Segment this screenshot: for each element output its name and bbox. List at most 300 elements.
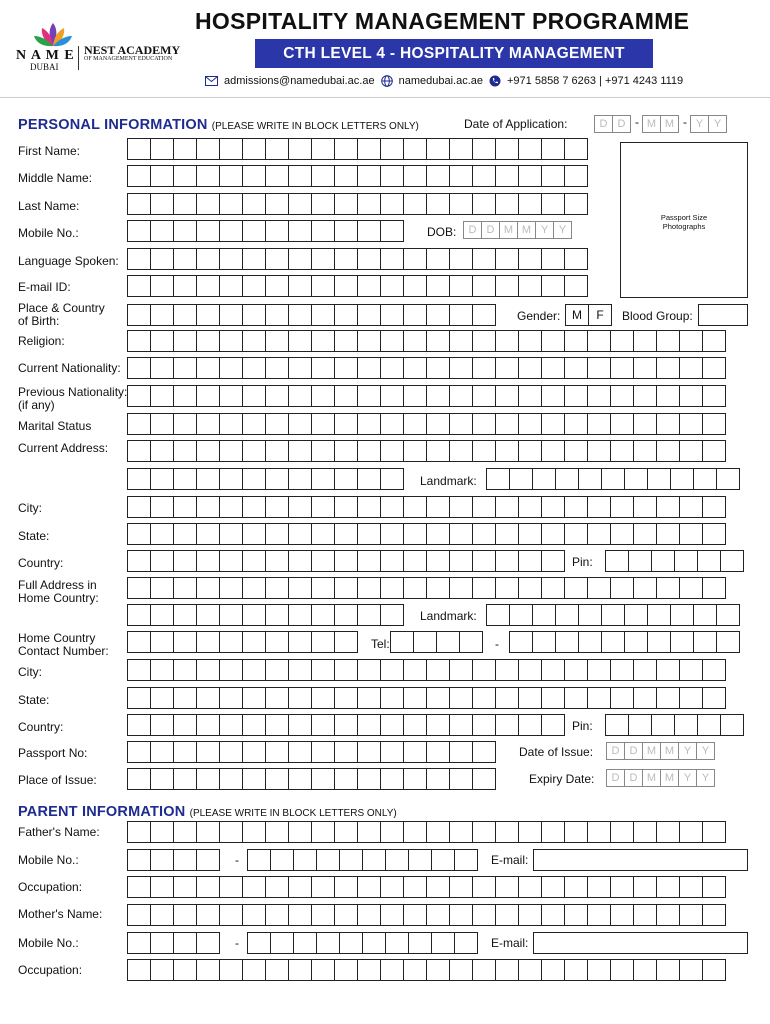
letter-cell[interactable] [173,248,197,270]
letter-cell[interactable] [564,440,588,462]
letter-cell[interactable] [564,275,588,297]
letter-cell[interactable] [472,659,496,681]
letter-cell[interactable] [288,876,312,898]
letter-cell[interactable] [219,193,243,215]
letter-cell[interactable] [403,138,427,160]
letter-cell[interactable] [403,496,427,518]
letter-cell[interactable] [449,904,473,926]
letter-cell[interactable] [380,959,404,981]
letter-cell[interactable] [219,741,243,763]
letter-cell[interactable] [196,330,220,352]
letter-cell[interactable] [219,821,243,843]
previous-nationality-cells[interactable] [127,385,726,407]
letter-cell[interactable] [578,468,602,490]
letter-cell[interactable] [426,714,450,736]
letter-cell[interactable] [472,193,496,215]
letter-cell[interactable] [357,440,381,462]
letter-cell[interactable] [624,468,648,490]
letter-cell[interactable] [242,821,266,843]
letter-cell[interactable] [242,165,266,187]
letter-cell[interactable] [656,496,680,518]
letter-cell[interactable] [127,304,151,326]
letter-cell[interactable] [403,165,427,187]
contact-website[interactable]: namedubai.ac.ae [398,75,483,87]
letter-cell[interactable] [610,959,634,981]
letter-cell[interactable] [127,876,151,898]
letter-cell[interactable] [127,496,151,518]
letter-cell[interactable] [403,413,427,435]
letter-cell[interactable] [288,741,312,763]
letter-cell[interactable] [150,304,174,326]
letter-cell[interactable] [265,631,289,653]
letter-cell[interactable] [679,357,703,379]
letter-cell[interactable] [242,304,266,326]
letter-cell[interactable] [150,904,174,926]
letter-cell[interactable] [403,821,427,843]
letter-cell[interactable] [647,604,671,626]
letter-cell[interactable] [311,714,335,736]
letter-cell[interactable] [564,577,588,599]
letter-cell[interactable] [311,604,335,626]
home-address-cells-1[interactable] [127,577,726,599]
letter-cell[interactable] [357,959,381,981]
letter-cell[interactable] [150,577,174,599]
letter-cell[interactable] [150,523,174,545]
last-name-cells[interactable] [127,193,588,215]
letter-cell[interactable] [242,357,266,379]
letter-cell[interactable] [265,275,289,297]
mother-mobile-cells[interactable] [247,932,478,954]
letter-cell[interactable] [219,496,243,518]
letter-cell[interactable] [127,687,151,709]
letter-cell[interactable] [564,138,588,160]
letter-cell[interactable] [518,357,542,379]
letter-cell[interactable] [449,304,473,326]
letter-cell[interactable] [426,577,450,599]
letter-cell[interactable] [357,523,381,545]
letter-cell[interactable] [357,904,381,926]
letter-cell[interactable] [311,659,335,681]
letter-cell[interactable] [449,659,473,681]
letter-cell[interactable] [150,468,174,490]
mother-occupation-cells[interactable] [127,959,726,981]
state2-cells[interactable] [127,687,726,709]
letter-cell[interactable] [265,193,289,215]
landmark-cells[interactable] [486,468,740,490]
letter-cell[interactable] [311,413,335,435]
letter-cell[interactable] [380,385,404,407]
letter-cell[interactable] [357,876,381,898]
letter-cell[interactable] [334,659,358,681]
letter-cell[interactable] [426,165,450,187]
tel-area-cells[interactable] [390,631,483,653]
letter-cell[interactable] [380,304,404,326]
letter-cell[interactable] [288,165,312,187]
letter-cell[interactable] [219,577,243,599]
letter-cell[interactable] [702,876,726,898]
letter-cell[interactable] [564,357,588,379]
letter-cell[interactable] [472,248,496,270]
letter-cell[interactable] [656,821,680,843]
letter-cell[interactable] [127,468,151,490]
letter-cell[interactable] [587,687,611,709]
letter-cell[interactable] [357,357,381,379]
letter-cell[interactable] [242,193,266,215]
letter-cell[interactable] [173,330,197,352]
letter-cell[interactable] [702,523,726,545]
letter-cell[interactable] [564,413,588,435]
letter-cell[interactable] [173,496,197,518]
letter-cell[interactable] [633,385,657,407]
letter-cell[interactable] [150,165,174,187]
letter-cell[interactable] [601,468,625,490]
date-of-application-field[interactable]: D D - M M - Y Y [594,115,727,133]
letter-cell[interactable] [541,523,565,545]
letter-cell[interactable] [693,631,717,653]
letter-cell[interactable] [173,138,197,160]
letter-cell[interactable] [426,876,450,898]
place-of-issue-cells[interactable] [127,768,496,790]
letter-cell[interactable] [265,468,289,490]
letter-cell[interactable] [509,468,533,490]
letter-cell[interactable] [150,821,174,843]
letter-cell[interactable] [242,496,266,518]
current-nationality-cells[interactable] [127,357,726,379]
letter-cell[interactable] [196,304,220,326]
home-address-cells-2[interactable] [127,604,404,626]
country-cells[interactable] [127,550,565,572]
letter-cell[interactable] [127,330,151,352]
letter-cell[interactable] [311,138,335,160]
letter-cell[interactable] [219,659,243,681]
letter-cell[interactable] [518,687,542,709]
letter-cell[interactable] [403,248,427,270]
letter-cell[interactable] [403,876,427,898]
letter-cell[interactable] [219,768,243,790]
letter-cell[interactable] [656,385,680,407]
letter-cell[interactable] [265,138,289,160]
letter-cell[interactable] [316,932,340,954]
letter-cell[interactable] [196,714,220,736]
letter-cell[interactable] [679,821,703,843]
letter-cell[interactable] [656,357,680,379]
letter-cell[interactable] [495,357,519,379]
letter-cell[interactable] [334,248,358,270]
letter-cell[interactable] [288,904,312,926]
letter-cell[interactable] [127,631,151,653]
letter-cell[interactable] [495,523,519,545]
letter-cell[interactable] [311,959,335,981]
letter-cell[interactable] [656,687,680,709]
letter-cell[interactable] [288,821,312,843]
letter-cell[interactable] [633,330,657,352]
letter-cell[interactable] [196,932,220,954]
letter-cell[interactable] [380,904,404,926]
letter-cell[interactable] [716,604,740,626]
letter-cell[interactable] [311,165,335,187]
letter-cell[interactable] [339,849,363,871]
letter-cell[interactable] [610,904,634,926]
letter-cell[interactable] [449,248,473,270]
letter-cell[interactable] [311,220,335,242]
letter-cell[interactable] [288,193,312,215]
letter-cell[interactable] [633,440,657,462]
letter-cell[interactable] [380,687,404,709]
letter-cell[interactable] [495,248,519,270]
letter-cell[interactable] [265,248,289,270]
letter-cell[interactable] [380,821,404,843]
letter-cell[interactable] [127,550,151,572]
letter-cell[interactable] [150,659,174,681]
letter-cell[interactable] [173,821,197,843]
letter-cell[interactable] [564,496,588,518]
letter-cell[interactable] [150,357,174,379]
letter-cell[interactable] [426,330,450,352]
letter-cell[interactable] [311,687,335,709]
letter-cell[interactable] [472,385,496,407]
letter-cell[interactable] [426,821,450,843]
letter-cell[interactable] [127,659,151,681]
letter-cell[interactable] [242,904,266,926]
letter-cell[interactable] [173,220,197,242]
letter-cell[interactable] [127,220,151,242]
letter-cell[interactable] [127,904,151,926]
letter-cell[interactable] [127,193,151,215]
letter-cell[interactable] [196,220,220,242]
letter-cell[interactable] [426,659,450,681]
letter-cell[interactable] [403,275,427,297]
letter-cell[interactable] [555,468,579,490]
letter-cell[interactable] [587,523,611,545]
letter-cell[interactable] [357,138,381,160]
letter-cell[interactable] [242,714,266,736]
gender-f-box[interactable] [588,304,612,326]
letter-cell[interactable] [426,275,450,297]
letter-cell[interactable] [541,440,565,462]
letter-cell[interactable] [380,468,404,490]
email-id-cells[interactable] [127,275,588,297]
letter-cell[interactable] [426,440,450,462]
letter-cell[interactable] [670,468,694,490]
middle-name-cells[interactable] [127,165,588,187]
letter-cell[interactable] [472,550,496,572]
letter-cell[interactable] [127,248,151,270]
letter-cell[interactable] [173,741,197,763]
letter-cell[interactable] [472,876,496,898]
letter-cell[interactable] [196,165,220,187]
letter-cell[interactable] [311,496,335,518]
letter-cell[interactable] [173,304,197,326]
letter-cell[interactable] [610,330,634,352]
letter-cell[interactable] [265,687,289,709]
letter-cell[interactable] [196,659,220,681]
letter-cell[interactable] [357,220,381,242]
letter-cell[interactable] [518,330,542,352]
letter-cell[interactable] [357,550,381,572]
letter-cell[interactable] [720,714,744,736]
letter-cell[interactable] [288,550,312,572]
letter-cell[interactable] [127,959,151,981]
letter-cell[interactable] [518,577,542,599]
letter-cell[interactable] [679,523,703,545]
letter-cell[interactable] [127,138,151,160]
letter-cell[interactable] [265,550,289,572]
letter-cell[interactable] [173,165,197,187]
letter-cell[interactable] [242,385,266,407]
letter-cell[interactable] [219,304,243,326]
letter-cell[interactable] [679,385,703,407]
letter-cell[interactable] [628,714,652,736]
letter-cell[interactable] [173,413,197,435]
letter-cell[interactable] [173,904,197,926]
letter-cell[interactable] [219,357,243,379]
letter-cell[interactable] [357,248,381,270]
letter-cell[interactable] [587,385,611,407]
letter-cell[interactable] [311,876,335,898]
letter-cell[interactable] [564,821,588,843]
letter-cell[interactable] [610,876,634,898]
letter-cell[interactable] [265,523,289,545]
letter-cell[interactable] [564,959,588,981]
letter-cell[interactable] [173,876,197,898]
letter-cell[interactable] [311,440,335,462]
letter-cell[interactable] [380,523,404,545]
letter-cell[interactable] [564,193,588,215]
letter-cell[interactable] [265,876,289,898]
letter-cell[interactable] [357,741,381,763]
letter-cell[interactable] [679,659,703,681]
letter-cell[interactable] [518,904,542,926]
date-of-issue-field[interactable]: D D M M Y Y [606,742,715,760]
letter-cell[interactable] [334,741,358,763]
letter-cell[interactable] [288,357,312,379]
letter-cell[interactable] [311,904,335,926]
letter-cell[interactable] [518,714,542,736]
letter-cell[interactable] [656,659,680,681]
letter-cell[interactable] [541,385,565,407]
letter-cell[interactable] [173,440,197,462]
letter-cell[interactable] [486,468,510,490]
letter-cell[interactable] [541,876,565,898]
letter-cell[interactable] [472,357,496,379]
letter-cell[interactable] [541,357,565,379]
father-email-input[interactable] [533,849,748,871]
letter-cell[interactable] [150,932,174,954]
father-mobile-cells[interactable] [247,849,478,871]
letter-cell[interactable] [633,496,657,518]
letter-cell[interactable] [173,550,197,572]
letter-cell[interactable] [587,904,611,926]
letter-cell[interactable] [380,357,404,379]
letter-cell[interactable] [334,413,358,435]
letter-cell[interactable] [403,385,427,407]
letter-cell[interactable] [334,550,358,572]
letter-cell[interactable] [293,932,317,954]
letter-cell[interactable] [587,577,611,599]
letter-cell[interactable] [265,304,289,326]
letter-cell[interactable] [385,849,409,871]
letter-cell[interactable] [426,959,450,981]
letter-cell[interactable] [403,904,427,926]
letter-cell[interactable] [670,631,694,653]
letter-cell[interactable] [127,821,151,843]
letter-cell[interactable] [426,357,450,379]
letter-cell[interactable] [449,413,473,435]
letter-cell[interactable] [495,959,519,981]
letter-cell[interactable] [380,138,404,160]
letter-cell[interactable] [403,577,427,599]
letter-cell[interactable] [288,523,312,545]
letter-cell[interactable] [127,357,151,379]
letter-cell[interactable] [518,413,542,435]
mobile-cells[interactable] [127,220,404,242]
letter-cell[interactable] [679,496,703,518]
letter-cell[interactable] [426,304,450,326]
letter-cell[interactable] [564,165,588,187]
letter-cell[interactable] [334,275,358,297]
letter-cell[interactable] [541,330,565,352]
letter-cell[interactable] [702,385,726,407]
letter-cell[interactable] [288,959,312,981]
letter-cell[interactable] [702,687,726,709]
letter-cell[interactable] [196,687,220,709]
letter-cell[interactable] [334,904,358,926]
letter-cell[interactable] [219,687,243,709]
letter-cell[interactable] [219,604,243,626]
letter-cell[interactable] [150,275,174,297]
letter-cell[interactable] [219,550,243,572]
letter-cell[interactable] [293,849,317,871]
letter-cell[interactable] [472,440,496,462]
letter-cell[interactable] [403,550,427,572]
letter-cell[interactable] [334,604,358,626]
letter-cell[interactable] [380,768,404,790]
landmark2-cells[interactable] [486,604,740,626]
letter-cell[interactable] [702,357,726,379]
letter-cell[interactable] [334,496,358,518]
letter-cell[interactable] [555,604,579,626]
letter-cell[interactable] [357,821,381,843]
letter-cell[interactable] [380,330,404,352]
letter-cell[interactable] [564,659,588,681]
letter-cell[interactable] [288,714,312,736]
letter-cell[interactable] [610,357,634,379]
letter-cell[interactable] [633,523,657,545]
letter-cell[interactable] [357,385,381,407]
letter-cell[interactable] [431,849,455,871]
letter-cell[interactable] [173,959,197,981]
letter-cell[interactable] [449,714,473,736]
letter-cell[interactable] [426,248,450,270]
letter-cell[interactable] [150,768,174,790]
letter-cell[interactable] [472,904,496,926]
letter-cell[interactable] [532,468,556,490]
letter-cell[interactable] [380,193,404,215]
letter-cell[interactable] [150,876,174,898]
letter-cell[interactable] [242,413,266,435]
letter-cell[interactable] [334,876,358,898]
letter-cell[interactable] [334,165,358,187]
letter-cell[interactable] [605,714,629,736]
letter-cell[interactable] [555,631,579,653]
letter-cell[interactable] [610,413,634,435]
letter-cell[interactable] [449,138,473,160]
letter-cell[interactable] [242,604,266,626]
letter-cell[interactable] [587,330,611,352]
letter-cell[interactable] [651,714,675,736]
letter-cell[interactable] [633,904,657,926]
letter-cell[interactable] [541,138,565,160]
